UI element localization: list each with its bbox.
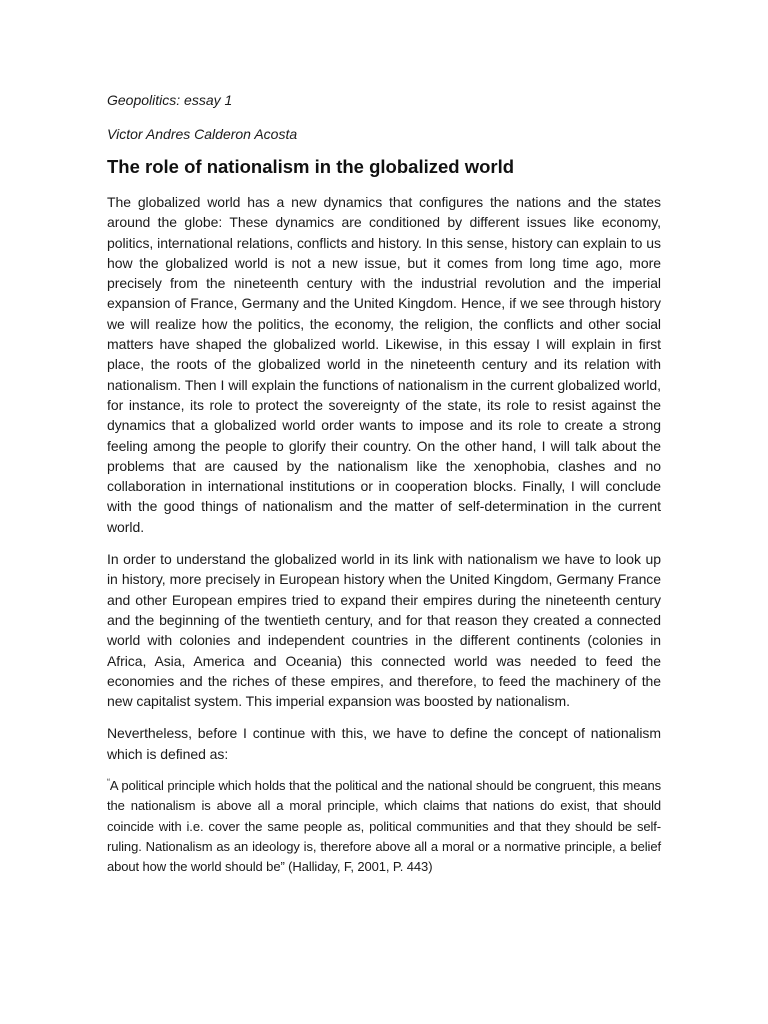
paragraph-definition-lead: Nevertheless, before I continue with this, we have to define the concept of nationalism which is defined as: bbox=[107, 725, 661, 762]
quote-open-mark: “ bbox=[107, 777, 110, 788]
document-page bbox=[107, 90, 661, 878]
quote-text: A political principle which holds that the political and the national should be congruent, this means the nationalism is above all a moral principle, which claims that nations do exist, that should coincide with i.e. cover the same people as, political communities and that they should be self-ruling. Nationalism as an ideology is, therefore above all a moral or a normative principle, a belief about how the world should be” (Halliday, F, 2001, P. 443) bbox=[107, 778, 661, 875]
paragraph-intro: The globalized world has a new dynamics that configures the nations and the states around the globe: These dynamics are conditioned by different issues like economy, politics, international relations, conflicts and history. In this sense, history can explain to us how the globalized world is not a new issue, but it comes from long time ago, more precisely from the nineteenth century with the industrial revolution and the imperial expansion of France, Germany and the United Kingdom. Hence, if we see through history we will realize how the politics, the economy, the religion, the conflicts and other social matters have shaped the globalized world. Likewise, in this essay I will explain in first place, the roots of the globalized world in the nineteenth century and its relation with nationalism. Then I will explain the functions of nationalism in the current globalized world, for instance, its role to protect the sovereignty of the state, its role to resist against the dynamics that a globalized world order wants to impose and its role to create a strong feeling among the people to glorify their country. On the other hand, I will talk about the problems that are caused by the nationalism like the xenophobia, clashes and no collaboration in international institutions or in cooperation blocks. Finally, I will conclude with the good things of nationalism and the matter of self-determination in the current world. bbox=[107, 194, 661, 535]
author-name: Victor Andres Calderon Acosta bbox=[107, 126, 298, 142]
course-label: Geopolitics: essay 1 bbox=[107, 92, 233, 108]
paragraph-history: In order to understand the globalized world in its link with nationalism we have to look up in history, more precisely in European history when the United Kingdom, Germany France and other European empires tried to expand their empires during the nineteenth century and the beginning of the twentieth century, and for that reason they created a connected world with colonies and independent countries in the different continents (colonies in Africa, Asia, America and Oceania) this connected world was needed to feed the economies and the riches of these empires, and therefore, to feed the machinery of the new capitalist system. This imperial expansion was boosted by nationalism. bbox=[107, 551, 661, 710]
essay-title: The role of nationalism in the globalized world bbox=[107, 156, 515, 177]
block-quote bbox=[107, 776, 661, 877]
